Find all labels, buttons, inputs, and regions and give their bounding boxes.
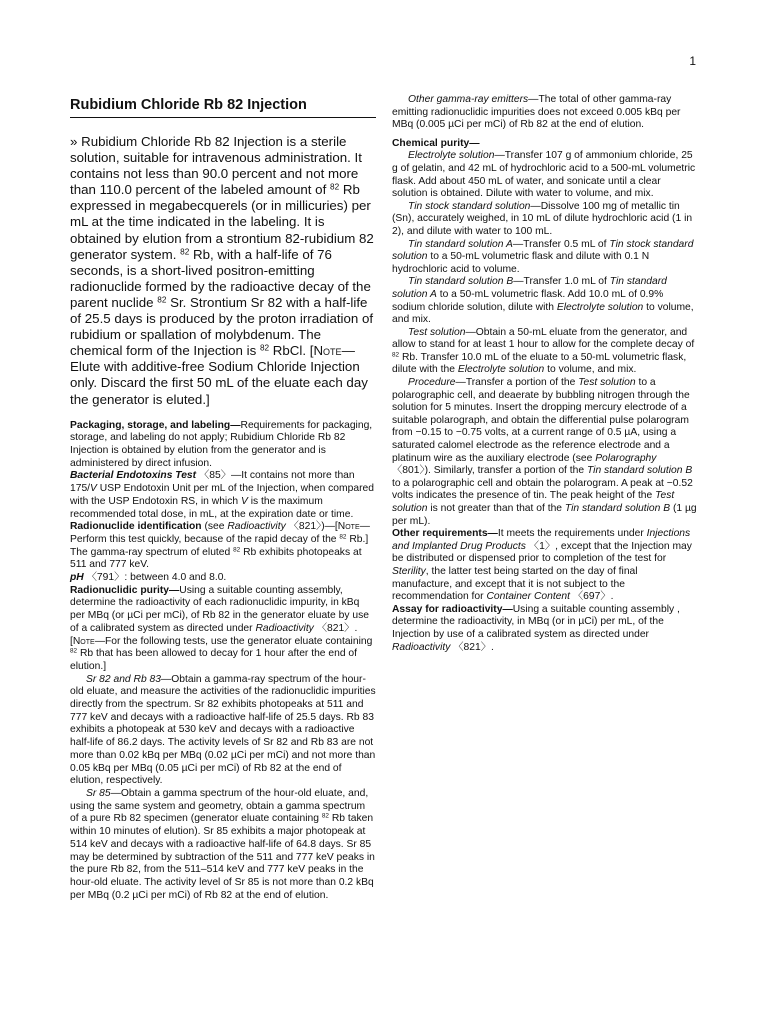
subsection-label: Tin standard solution B (408, 276, 514, 288)
solution-reference: Test solution (578, 377, 636, 389)
section-text: Rb exhibits photopeaks at 511 and 777 keV. (70, 546, 362, 571)
subsection-label: Sr 82 and Rb 83 (86, 673, 161, 685)
section-text: —Obtain a gamma-ray spectrum of the hour-old eluate, and measure the activities of the radionuclidic impurities directly from the spectrum. Sr 82 exhibits photopeaks at 511 and 777 keV and decays with a radioactive half-life of 25.5 days. Rb 83 exhibits a photopeak at 530 keV and decays with a radioactive half-life of 86.2 days. The activity levels of Sr 82 and Rb 83 are not more than 0.02 kBq per MBq (0.02 µCi per mCi) and not more than 0.05 kBq per MBq (0.05 µCi per mCi) of Rb 82 at the end of elution, respectively. (70, 673, 376, 787)
superscript: 82 (157, 295, 167, 305)
chapter-reference: 〈791〉: (83, 572, 128, 584)
solution-reference: Electrolyte solution (457, 364, 545, 376)
solution-reference: Tin standard solution B (586, 465, 693, 477)
subsection-sr85 (70, 788, 376, 902)
section-text: to a polarographic cell and obtain the polarogram. A peak at −0.52 volts indicates the presence of tin. The peak height of the (392, 477, 693, 502)
section-text: 〈821〉)—[ (285, 521, 338, 533)
subsection-tin-stock (392, 201, 698, 239)
section-text: —Transfer a portion of the (455, 377, 579, 389)
superscript: 82 (329, 182, 340, 192)
solution-reference: Electrolyte solution (556, 301, 644, 313)
superscript: 82 (259, 343, 270, 353)
chapter-link: Polarography (595, 452, 657, 464)
section-endotoxins (70, 470, 376, 521)
section-text: 〈801〉). Similarly, transfer a portion of the (392, 465, 587, 477)
subsection-label: Other gamma-ray emitters (408, 94, 529, 105)
subsection-label: Test solution (408, 326, 466, 338)
section-text: to volume, and mix. (544, 364, 637, 376)
superscript: 82 (180, 247, 190, 257)
subsection-electrolyte-solution (392, 150, 698, 200)
chapter-link: Container Content (486, 591, 571, 603)
section-text: —Transfer 0.5 mL of (512, 238, 610, 250)
section-text: Rb taken within 10 minutes of elution). Sr 85 exhibits a major photopeak at 514 keV and decays with a radioactive half-life of 64.8 days. Sr 85 may be determined by subtraction of the 511 and 777 keV peaks in the pure Rb 82, from the 511–514 keV and 777 keV peaks in the hour-old eluate. The activity level of Sr 85 is not more than 0.2 kBq per MBq (0.2 µCi per mCi) of Rb 82 at the end of elution. (70, 813, 375, 901)
note-label: Note (313, 343, 342, 359)
section-text: (see (201, 521, 228, 533)
chapter-reference: 〈85〉 (196, 470, 231, 482)
superscript: 82 (339, 533, 347, 541)
monograph-title: Rubidium Chloride Rb 82 Injection (70, 96, 376, 118)
section-heading: Chemical purity— (392, 137, 480, 149)
variable-v: V (90, 483, 97, 495)
section-text: —For the following tests, use the generator eluate containing (94, 635, 373, 647)
section-text: —Obtain a 50-mL eluate from the generator, and allow to stand for at least 1 hour to allow for the complete decay of (392, 326, 695, 351)
subsection-other-gamma-emitters (392, 94, 698, 132)
solution-reference: Tin standard solution A (392, 276, 667, 300)
chapter-link: Radioactivity (227, 521, 286, 533)
monograph-intro (70, 134, 376, 408)
section-assay-radioactivity (392, 604, 698, 654)
section-radionuclide-identification (70, 521, 376, 572)
note-label: Note (72, 635, 95, 647)
section-text: Rb that has been allowed to decay for 1 hour after the end of elution.] (70, 648, 358, 672)
section-text: —Transfer 1.0 mL of (513, 276, 610, 288)
subsection-label: Tin standard solution A (408, 238, 513, 250)
section-radionuclidic-purity (70, 585, 376, 674)
section-text: —Perform this test quickly, because of the rapid decay of the (70, 521, 370, 545)
section-text: to a polarographic cell, and deaerate by bubbling nitrogen through the solution for 5 minutes. Insert the dropping mercury electrode of a suitable polarograph, and obtain the differential pulse polarogram from −0.15 to −0.75 volts, at a current range of 0.5 µA, using a saturated calomel electrode as the reference electrode and a platinum wire as the auxiliary electrode (see (392, 377, 690, 464)
section-text: —The total of other gamma-ray emitting radionuclidic impurities does not exceed 0.005 kBq per MBq (0.005 µCi per mCi) of Rb 82 at the end of elution. (392, 94, 681, 131)
subsection-tin-standard-a (392, 239, 698, 277)
section-text: —Obtain a gamma spectrum of the hour-old eluate, and, using the same system and geometry, obtain a gamma spectrum of a pure Rb 82 specimen (generator eluate containing (70, 787, 369, 825)
right-column (392, 94, 698, 654)
section-heading: Packaging, storage, and labeling— (70, 419, 241, 431)
subsection-label: Procedure (408, 377, 456, 389)
section-packaging (70, 420, 376, 471)
section-text: to a 50-mL volumetric flask. Add 10.0 mL of 0.9% sodium chloride solution, dilute with (392, 288, 664, 313)
section-heading: Other requirements— (392, 528, 498, 540)
chapter-link: Injections and Implanted Drug Products (392, 528, 691, 552)
intro-text: Rb, with a half-life of 76 seconds, is a short-lived positron-emitting radionuclide formed by the radioactive decay of the parent nuclide (70, 246, 371, 310)
section-heading: pH (70, 572, 84, 584)
intro-text: » Rubidium Chloride Rb 82 Injection is a sterile solution, suitable for intravenous administration. It contains not less than 90.0 percent and not more than 110.0 percent of the labeled amount of (70, 134, 362, 198)
chapter-link: Radioactivity (392, 641, 451, 653)
subsection-test-solution (392, 327, 698, 377)
section-text: (1 µg per mL). (392, 503, 697, 527)
chapter-link: Sterility (392, 565, 426, 577)
section-heading: Radionuclide identification (70, 521, 202, 533)
superscript: 82 (233, 546, 241, 554)
section-heading: Assay for radioactivity— (392, 603, 513, 615)
section-text: —Dissolve 100 mg of metallic tin (Sn), accurately weighed, in 10 mL of dilute hydrochloric acid (1 in 2), and dilute with water to 100 mL. (392, 200, 693, 237)
subsection-procedure (392, 377, 698, 528)
page-number: 1 (689, 54, 696, 68)
section-other-requirements (392, 528, 698, 604)
section-ph (70, 572, 376, 585)
section-text: 〈821〉. (450, 641, 494, 653)
section-text: , the latter test being started on the day of final manufacture, and except that it is not subject to the recommendation for (392, 565, 638, 603)
section-text: is the maximum recommended total dose, in mL, at the expiration date or time. (70, 495, 354, 520)
intro-text: Sr. Strontium Sr 82 with a half-life of 25.5 days is produced by the proton irradiation of rubidium or spallation of molybdenum. The chemical form of the Injection is (70, 294, 374, 359)
left-column (70, 96, 376, 902)
superscript: 82 (321, 812, 329, 820)
section-heading: Bacterial Endotoxins Test (70, 470, 197, 482)
section-text: between 4.0 and 8.0. (127, 572, 227, 584)
section-heading: Radionuclidic purity— (70, 584, 180, 596)
solution-reference: Tin stock standard solution (392, 238, 694, 263)
section-text: Requirements for packaging, storage, and labeling do not apply; Rubidium Chloride Rb 82 Injection is obtained by elution from the generator and is administered by direct infusion. (70, 419, 373, 469)
superscript: 82 (392, 351, 400, 359)
section-text: Rb.] The gamma-ray spectrum of eluted (70, 533, 369, 558)
intro-text: —Elute with additive-free Sodium Chloride Injection only. Discard the first 50 mL of the eluate each day the generator is eluted.] (70, 343, 368, 407)
section-text: USP Endotoxin Unit per mL of the Injection, when compared with the USP Endotoxin RS, in which (70, 483, 374, 507)
intro-text: RbCl. [ (269, 343, 314, 359)
section-text: Using a suitable counting assembly , determine the radioactivity, in MBq (or in µCi) per mL, of the Injection by use of a calibrated system as directed under (392, 603, 680, 640)
superscript: 82 (70, 647, 78, 655)
note-label: Note (337, 521, 360, 533)
subsection-label: Sr 85 (86, 787, 111, 799)
section-chemical-purity (392, 138, 698, 151)
section-text: to volume, and mix. (392, 301, 694, 326)
section-text: 〈697〉. (570, 591, 614, 603)
section-text: —It contains not more than 175/ (70, 470, 355, 495)
section-text: to a 50-mL volumetric flask and dilute with 0.1 N hydrochloric acid to volume. (392, 251, 650, 275)
solution-reference: Tin standard solution B (564, 503, 671, 514)
subsection-label: Electrolyte solution (408, 150, 495, 162)
section-text: Using a suitable counting assembly, determine the radioactivity of each radionuclidic impurity, in kBq per MBq (or µCi per mCi), of Rb 82 in the generator eluate by use of a calibrated system as directed under (70, 584, 369, 634)
section-text: 〈1〉, except that the Injection may be distributed or dispensed prior to completion of the test for (392, 540, 692, 565)
section-text: Rb. Transfer 10.0 mL of the eluate to a 50-mL volumetric flask, dilute with the (392, 351, 687, 376)
section-text: —Transfer 107 g of ammonium chloride, 25 g of gelatin, and 42 mL of hydrochloric acid to a 500-mL volumetric flask. Add about 450 mL of water, and sonicate until a clear solution is obtained. Dilute with water to volume, and mix. (392, 150, 696, 200)
variable-v: V (240, 495, 248, 507)
section-text: It meets the requirements under (497, 528, 647, 540)
chapter-link: Radioactivity (255, 622, 314, 634)
subsection-sr82-rb83 (70, 674, 376, 788)
subsection-tin-standard-b (392, 276, 698, 326)
solution-reference: Test solution (392, 490, 675, 514)
section-text: is not greater than that of the (427, 503, 565, 514)
section-text: 〈821〉. [ (70, 622, 358, 647)
subsection-label: Tin stock standard solution (408, 200, 531, 212)
intro-text: Rb expressed in megabecquerels (or in millicuries) per mL at the time indicated in the labeling. It is obtained by elution from a strontium 82-rubidium 82 generator system. (70, 182, 374, 262)
